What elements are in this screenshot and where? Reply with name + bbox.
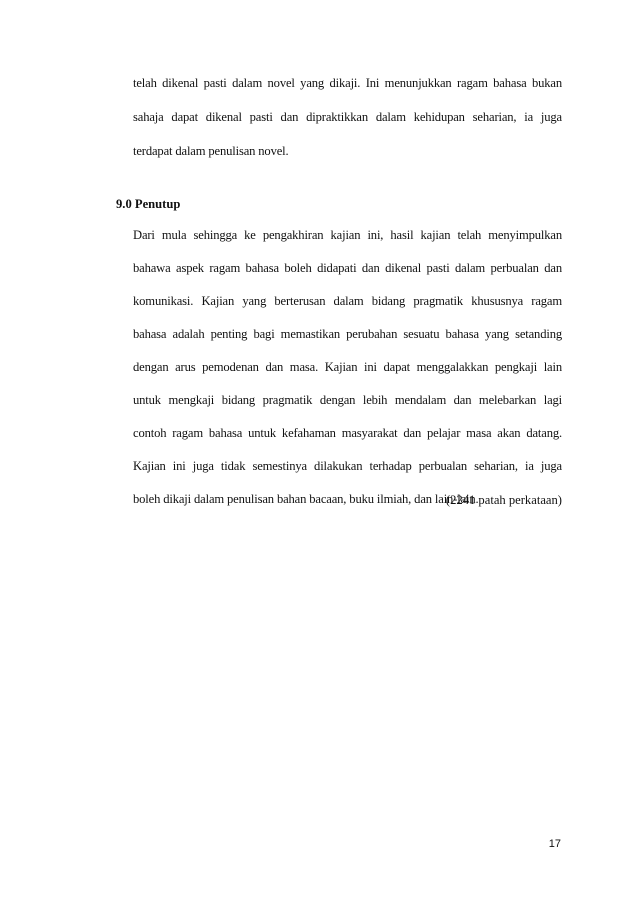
body-text-line: Kajian ini juga tidak semestinya dilakukan terhadap perbualan seharian, ia juga <box>133 459 562 473</box>
body-text-line: untuk mengkaji bidang pragmatik dengan lebih mendalam dan melebarkan lagi <box>133 393 562 407</box>
body-text-line: bahawa aspek ragam bahasa boleh didapati dan dikenal pasti dalam perbualan dan <box>133 261 562 275</box>
body-text-line: dengan arus pemodenan dan masa. Kajian ini dapat menggalakkan pengkaji lain <box>133 360 562 374</box>
body-text-line: sahaja dapat dikenal pasti dan dipraktikkan dalam kehidupan seharian, ia juga <box>133 110 562 124</box>
section-heading: 9.0 Penutup <box>116 197 181 211</box>
body-text-line: boleh dikaji dalam penulisan bahan bacaan, buku ilmiah, dan lain-lain. <box>133 492 479 506</box>
body-text-line: terdapat dalam penulisan novel. <box>133 144 289 158</box>
body-text-line: contoh ragam bahasa untuk kefahaman masyarakat dan pelajar masa akan datang. <box>133 426 562 440</box>
word-count: (2241 patah perkataan) <box>445 493 562 507</box>
body-text-line: bahasa adalah penting bagi memastikan perubahan sesuatu bahasa yang setanding <box>133 327 562 341</box>
page-number: 17 <box>548 838 561 850</box>
body-text-line: Dari mula sehingga ke pengakhiran kajian ini, hasil kajian telah menyimpulkan <box>133 228 562 242</box>
body-text-line: komunikasi. Kajian yang berterusan dalam bidang pragmatik khususnya ragam <box>133 294 562 308</box>
body-text-line: telah dikenal pasti dalam novel yang dikaji. Ini menunjukkan ragam bahasa bukan <box>133 76 562 90</box>
